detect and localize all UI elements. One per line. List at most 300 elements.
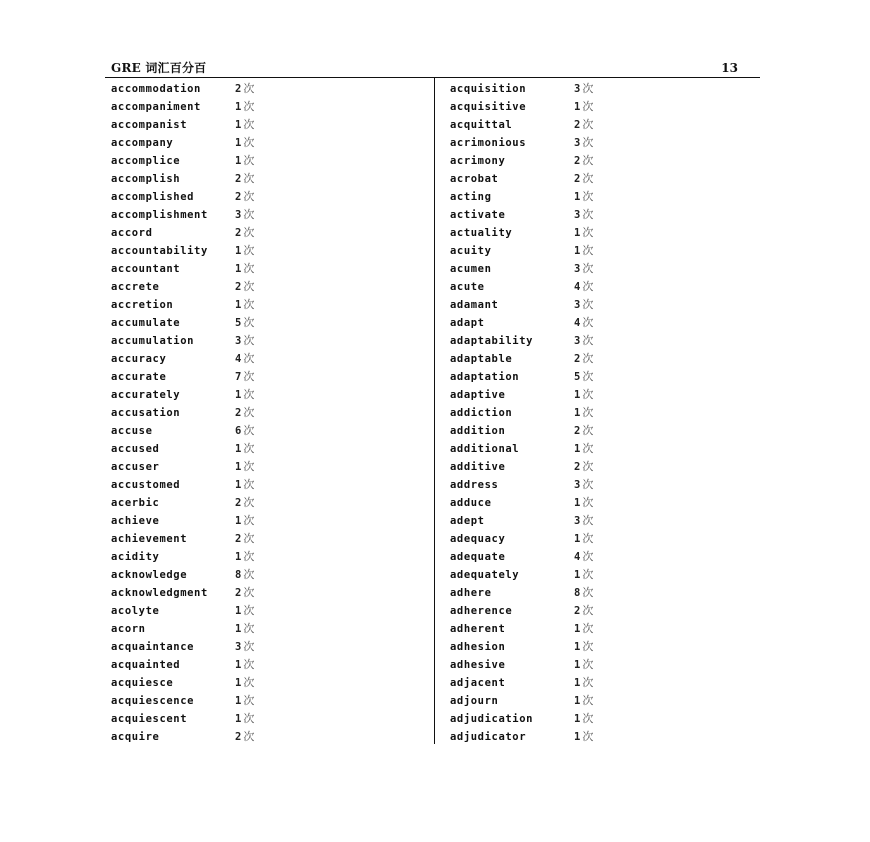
entry-frequency [235,80,254,98]
frequency-unit: 次 [243,550,255,563]
frequency-unit: 次 [582,712,594,725]
page-header [111,60,760,76]
frequency-unit: 次 [582,226,594,239]
entry-word: accompany [111,137,174,149]
entry-word: adhesion [450,641,506,653]
entry-word: acquisitive [450,101,527,113]
frequency-number: 8 [574,587,581,599]
entry-frequency [574,260,593,278]
entry-word: adhere [450,587,492,599]
frequency-number: 1 [235,389,242,401]
frequency-unit: 次 [243,280,255,293]
entry-word: accord [111,227,153,239]
frequency-number: 1 [574,443,581,455]
frequency-unit: 次 [243,244,255,257]
entry-word: acuity [450,245,492,257]
entry-frequency [574,656,593,674]
entry-word: acquittal [450,119,513,131]
frequency-number: 1 [574,191,581,203]
frequency-unit: 次 [582,622,594,635]
entry-frequency [235,584,254,602]
entry-frequency [235,548,254,566]
frequency-unit: 次 [582,190,594,203]
entry-word: accustomed [111,479,181,491]
entry-frequency [235,494,254,512]
frequency-unit: 次 [243,478,255,491]
entry-frequency [574,548,593,566]
entry-word: acumen [450,263,492,275]
frequency-number: 6 [235,425,242,437]
frequency-number: 1 [235,155,242,167]
frequency-number: 2 [235,731,242,743]
frequency-number: 1 [574,227,581,239]
frequency-unit: 次 [582,172,594,185]
entry-frequency [574,422,593,440]
frequency-unit: 次 [582,730,594,743]
frequency-unit: 次 [582,532,594,545]
frequency-unit: 次 [243,118,255,131]
column-divider [434,78,435,744]
entry-frequency [235,674,254,692]
entry-frequency [235,620,254,638]
frequency-number: 1 [574,641,581,653]
entry-word: adaptable [450,353,513,365]
entry-frequency [235,224,254,242]
entry-word: accretion [111,299,174,311]
frequency-unit: 次 [582,298,594,311]
frequency-number: 1 [235,623,242,635]
frequency-unit: 次 [243,622,255,635]
entry-word: adaptability [450,335,534,347]
frequency-unit: 次 [243,334,255,347]
frequency-number: 8 [235,569,242,581]
entry-frequency [235,170,254,188]
entry-word: accurate [111,371,167,383]
frequency-unit: 次 [582,388,594,401]
frequency-number: 2 [235,191,242,203]
frequency-number: 1 [235,479,242,491]
entry-frequency [235,476,254,494]
entry-word: acrimony [450,155,506,167]
frequency-number: 3 [574,209,581,221]
entry-frequency [574,314,593,332]
frequency-number: 1 [574,713,581,725]
frequency-number: 2 [574,605,581,617]
frequency-unit: 次 [243,154,255,167]
frequency-unit: 次 [243,532,255,545]
frequency-number: 3 [574,83,581,95]
frequency-number: 1 [235,443,242,455]
frequency-unit: 次 [582,280,594,293]
frequency-number: 2 [235,227,242,239]
entry-word: adjourn [450,695,499,707]
entry-word: acquisition [450,83,527,95]
entry-frequency [235,440,254,458]
frequency-unit: 次 [582,478,594,491]
entry-word: acting [450,191,492,203]
frequency-unit: 次 [243,640,255,653]
entry-word: accomplice [111,155,181,167]
frequency-unit: 次 [582,604,594,617]
frequency-number: 1 [574,677,581,689]
frequency-unit: 次 [243,460,255,473]
entry-word: adduce [450,497,492,509]
entry-frequency [235,332,254,350]
entry-word: acquaintance [111,641,195,653]
frequency-number: 1 [235,263,242,275]
frequency-unit: 次 [582,406,594,419]
frequency-unit: 次 [582,244,594,257]
frequency-number: 3 [574,335,581,347]
frequency-unit: 次 [243,604,255,617]
entry-frequency [235,692,254,710]
frequency-unit: 次 [243,694,255,707]
frequency-number: 1 [235,695,242,707]
frequency-number: 1 [574,731,581,743]
frequency-unit: 次 [243,424,255,437]
frequency-number: 2 [235,83,242,95]
entry-frequency [574,692,593,710]
entry-word: acquiescence [111,695,195,707]
entry-frequency [574,638,593,656]
entry-frequency [235,728,254,746]
entry-frequency [235,710,254,728]
entry-frequency [574,494,593,512]
entry-word: accuse [111,425,153,437]
entry-frequency [235,242,254,260]
entry-word: acquiesce [111,677,174,689]
frequency-number: 3 [574,137,581,149]
entry-frequency [235,368,254,386]
entry-frequency [574,134,593,152]
entry-word: actuality [450,227,513,239]
entry-word: adamant [450,299,499,311]
frequency-number: 2 [235,407,242,419]
frequency-number: 2 [235,497,242,509]
entry-word: adherence [450,605,513,617]
frequency-unit: 次 [582,496,594,509]
entry-frequency [574,80,593,98]
frequency-number: 1 [235,299,242,311]
frequency-unit: 次 [243,568,255,581]
frequency-unit: 次 [243,226,255,239]
entry-frequency [574,440,593,458]
entry-frequency [574,224,593,242]
frequency-number: 1 [574,407,581,419]
frequency-number: 1 [235,137,242,149]
entry-frequency [574,512,593,530]
frequency-number: 2 [574,173,581,185]
entry-frequency [574,584,593,602]
frequency-unit: 次 [582,316,594,329]
frequency-number: 1 [574,569,581,581]
frequency-unit: 次 [582,694,594,707]
frequency-number: 2 [574,461,581,473]
entry-frequency [574,458,593,476]
frequency-number: 4 [574,281,581,293]
entry-frequency [235,512,254,530]
frequency-unit: 次 [243,388,255,401]
frequency-unit: 次 [243,712,255,725]
entry-frequency [574,278,593,296]
frequency-number: 4 [235,353,242,365]
entry-frequency [574,170,593,188]
entry-word: accompaniment [111,101,201,113]
frequency-unit: 次 [582,658,594,671]
entry-frequency [235,386,254,404]
entry-frequency [235,152,254,170]
frequency-number: 4 [574,551,581,563]
entry-frequency [235,530,254,548]
entry-frequency [574,602,593,620]
frequency-unit: 次 [243,658,255,671]
entry-word: adaptive [450,389,506,401]
frequency-unit: 次 [243,406,255,419]
entry-word: accumulate [111,317,181,329]
frequency-number: 3 [574,515,581,527]
frequency-unit: 次 [582,586,594,599]
frequency-unit: 次 [582,568,594,581]
frequency-number: 3 [574,299,581,311]
frequency-number: 3 [574,263,581,275]
entry-word: acquire [111,731,160,743]
frequency-unit: 次 [582,154,594,167]
entry-word: accomplishment [111,209,208,221]
frequency-number: 5 [574,371,581,383]
header-rule [105,77,760,78]
entry-word: adequacy [450,533,506,545]
entry-frequency [235,404,254,422]
frequency-number: 1 [574,101,581,113]
page-number: 13 [721,61,738,75]
entry-frequency [235,206,254,224]
frequency-unit: 次 [582,334,594,347]
frequency-number: 2 [574,155,581,167]
entry-word: additional [450,443,520,455]
frequency-unit: 次 [582,118,594,131]
frequency-unit: 次 [582,370,594,383]
entry-frequency [574,386,593,404]
frequency-unit: 次 [582,514,594,527]
entry-frequency [574,620,593,638]
entry-word: accuracy [111,353,167,365]
frequency-number: 2 [235,281,242,293]
frequency-unit: 次 [582,208,594,221]
frequency-number: 1 [235,659,242,671]
frequency-number: 3 [235,641,242,653]
entry-frequency [574,368,593,386]
entry-word: additive [450,461,506,473]
entry-word: acknowledge [111,569,188,581]
entry-frequency [235,656,254,674]
entry-word: acorn [111,623,146,635]
entry-word: adequate [450,551,506,563]
frequency-number: 1 [574,497,581,509]
frequency-unit: 次 [582,550,594,563]
entry-word: adjudication [450,713,534,725]
frequency-unit: 次 [243,298,255,311]
entry-word: adhesive [450,659,506,671]
frequency-unit: 次 [582,460,594,473]
frequency-number: 1 [235,605,242,617]
entry-word: adapt [450,317,485,329]
frequency-unit: 次 [243,136,255,149]
frequency-unit: 次 [582,82,594,95]
entry-frequency [574,332,593,350]
entry-word: address [450,479,499,491]
entry-word: adjacent [450,677,506,689]
entry-word: accompanist [111,119,188,131]
entry-word: accomplished [111,191,195,203]
frequency-number: 5 [235,317,242,329]
entry-frequency [235,350,254,368]
entry-word: addiction [450,407,513,419]
entry-frequency [574,350,593,368]
entry-word: adaptation [450,371,520,383]
frequency-unit: 次 [582,136,594,149]
frequency-unit: 次 [582,424,594,437]
entry-word: achievement [111,533,188,545]
frequency-number: 1 [235,119,242,131]
entry-word: accrete [111,281,160,293]
entry-frequency [235,98,254,116]
entry-word: adherent [450,623,506,635]
frequency-unit: 次 [243,82,255,95]
frequency-number: 1 [235,551,242,563]
entry-word: acolyte [111,605,160,617]
entry-word: acquainted [111,659,181,671]
entry-word: accuser [111,461,160,473]
frequency-number: 2 [235,587,242,599]
entry-frequency [574,242,593,260]
frequency-unit: 次 [582,100,594,113]
frequency-number: 1 [574,659,581,671]
frequency-unit: 次 [243,100,255,113]
entry-word: accumulation [111,335,195,347]
entry-frequency [574,404,593,422]
entry-word: accurately [111,389,181,401]
frequency-number: 1 [235,101,242,113]
entry-frequency [235,188,254,206]
frequency-number: 1 [574,623,581,635]
entry-frequency [235,116,254,134]
frequency-unit: 次 [582,640,594,653]
frequency-number: 1 [235,515,242,527]
entry-frequency [235,278,254,296]
entry-word: acquiescent [111,713,188,725]
entry-frequency [235,602,254,620]
frequency-number: 2 [574,425,581,437]
frequency-unit: 次 [582,676,594,689]
frequency-number: 1 [235,461,242,473]
entry-frequency [235,458,254,476]
entry-word: acidity [111,551,160,563]
entry-frequency [574,566,593,584]
frequency-number: 1 [574,695,581,707]
frequency-unit: 次 [243,208,255,221]
entry-frequency [235,296,254,314]
frequency-unit: 次 [243,352,255,365]
entry-frequency [574,188,593,206]
frequency-unit: 次 [243,496,255,509]
entry-frequency [235,638,254,656]
frequency-unit: 次 [243,586,255,599]
entry-word: adjudicator [450,731,527,743]
entry-word: acrimonious [450,137,527,149]
frequency-unit: 次 [243,262,255,275]
frequency-unit: 次 [243,316,255,329]
entry-frequency [574,98,593,116]
frequency-unit: 次 [582,442,594,455]
entry-word: accomplish [111,173,181,185]
entry-frequency [574,530,593,548]
entry-word: adequately [450,569,520,581]
entry-frequency [235,314,254,332]
entry-frequency [574,152,593,170]
frequency-unit: 次 [582,262,594,275]
frequency-unit: 次 [243,442,255,455]
frequency-number: 3 [574,479,581,491]
frequency-number: 2 [235,173,242,185]
entry-frequency [574,710,593,728]
entry-word: acute [450,281,485,293]
entry-word: acerbic [111,497,160,509]
entry-word: addition [450,425,506,437]
frequency-number: 3 [235,335,242,347]
entry-word: accommodation [111,83,201,95]
entry-frequency [235,260,254,278]
entry-frequency [235,566,254,584]
entry-word: accused [111,443,160,455]
entry-frequency [574,728,593,746]
frequency-number: 2 [574,353,581,365]
entry-frequency [574,296,593,314]
frequency-number: 1 [574,245,581,257]
frequency-unit: 次 [243,730,255,743]
frequency-unit: 次 [243,190,255,203]
frequency-number: 2 [574,119,581,131]
entry-word: acrobat [450,173,499,185]
entry-frequency [574,674,593,692]
entry-word: accountant [111,263,181,275]
entry-frequency [235,134,254,152]
book-title: GRE 词汇百分百 [111,61,207,75]
entry-frequency [574,116,593,134]
frequency-unit: 次 [243,514,255,527]
frequency-number: 7 [235,371,242,383]
frequency-unit: 次 [582,352,594,365]
frequency-unit: 次 [243,370,255,383]
entry-word: accusation [111,407,181,419]
frequency-number: 1 [235,677,242,689]
frequency-number: 2 [235,533,242,545]
entry-word: achieve [111,515,160,527]
entry-word: accountability [111,245,208,257]
entry-frequency [574,476,593,494]
frequency-unit: 次 [243,172,255,185]
entry-word: activate [450,209,506,221]
entry-word: acknowledgment [111,587,208,599]
frequency-number: 1 [235,245,242,257]
entry-word: adept [450,515,485,527]
frequency-number: 3 [235,209,242,221]
entry-frequency [235,422,254,440]
frequency-number: 1 [235,713,242,725]
frequency-number: 4 [574,317,581,329]
entry-frequency [574,206,593,224]
frequency-number: 1 [574,533,581,545]
frequency-number: 1 [574,389,581,401]
